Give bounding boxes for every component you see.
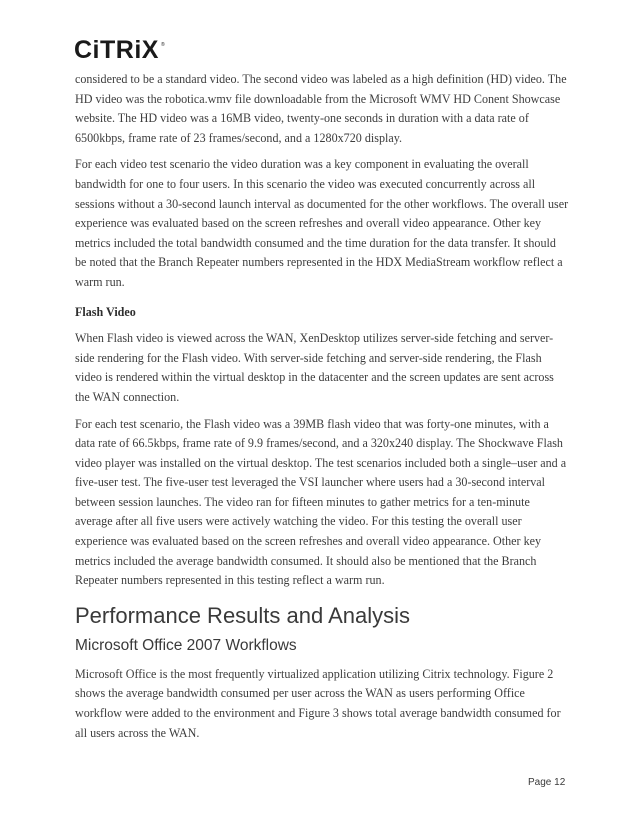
logo-wordmark: CiTRiX bbox=[74, 36, 159, 64]
subsection-heading: Microsoft Office 2007 Workflows bbox=[75, 636, 297, 654]
section-heading: Performance Results and Analysis bbox=[75, 602, 411, 628]
paragraph-video-scenario: For each video test scenario the video duration was a key component in evaluating the overall bandwidth for one to four users. In this scenario the video was executed concurrently across all sessions without a 30-second launch interval as documented for the other workflows. The overall user experience was evaluated based on the screen refreshes and overall video appearance. Other key metrics included the total bandwidth consumed and the time duration for the data transfer. It should be noted that the Branch Repeater numbers represented in the HDX MediaStream workflow reflect a warm run. bbox=[75, 157, 569, 289]
registered-mark: ® bbox=[160, 42, 165, 48]
document-body bbox=[75, 70, 570, 750]
paragraph-flash-scenario: For each test scenario, the Flash video was a 39MB flash video that was forty-one minutes, with a data rate of 66.5kbps, frame rate of 9.9 frames/second, and a 320x240 display. The Shockwave Flash video player was installed on the virtual desktop. The test scenarios included both a single–user and a five-user test. The five-user test leveraged the VSI launcher where users had a 30-second interval between session launches. The video ran for fifteen minutes to gather metrics for a ten-minute average after all five users were actively watching the video. For this testing the overall user experience was evaluated based on the screen refreshes and overall video appearance. Other key metrics included the average bandwidth consumed. It should also be mentioned that the Branch Repeater numbers represented in this testing reflect a warm run. bbox=[75, 416, 567, 588]
paragraph-hd-video: considered to be a standard video. The second video was labeled as a high definition (HD) video. The HD video was the robotica.wmv file downloadable from the Microsoft WMV HD Conent Showcase website. The HD video was a 16MB video, twenty-one seconds in duration with a data rate of 6500kbps, frame rate of 23 frames/second, and a 1280x720 display. bbox=[75, 72, 567, 145]
flash-video-heading: Flash Video bbox=[75, 304, 136, 319]
page-number: Page 12 bbox=[528, 777, 566, 788]
citrix-logo bbox=[74, 35, 165, 65]
paragraph-office: Microsoft Office is the most frequently virtualized application utilizing Citrix technology. Figure 2 shows the average bandwidth consumed per user across the WAN as users performing Office workflow were added to the environment and Figure 3 shows total average bandwidth consumed for all users across the WAN. bbox=[75, 666, 561, 740]
paragraph-flash-wan: When Flash video is viewed across the WAN, XenDesktop utilizes server-side fetching and server-side rendering for the Flash video. With server-side fetching and server-side rendering, the Flash video is rendered within the virtual desktop in the datacenter and the screen updates are sent across the WAN connection. bbox=[75, 331, 554, 404]
